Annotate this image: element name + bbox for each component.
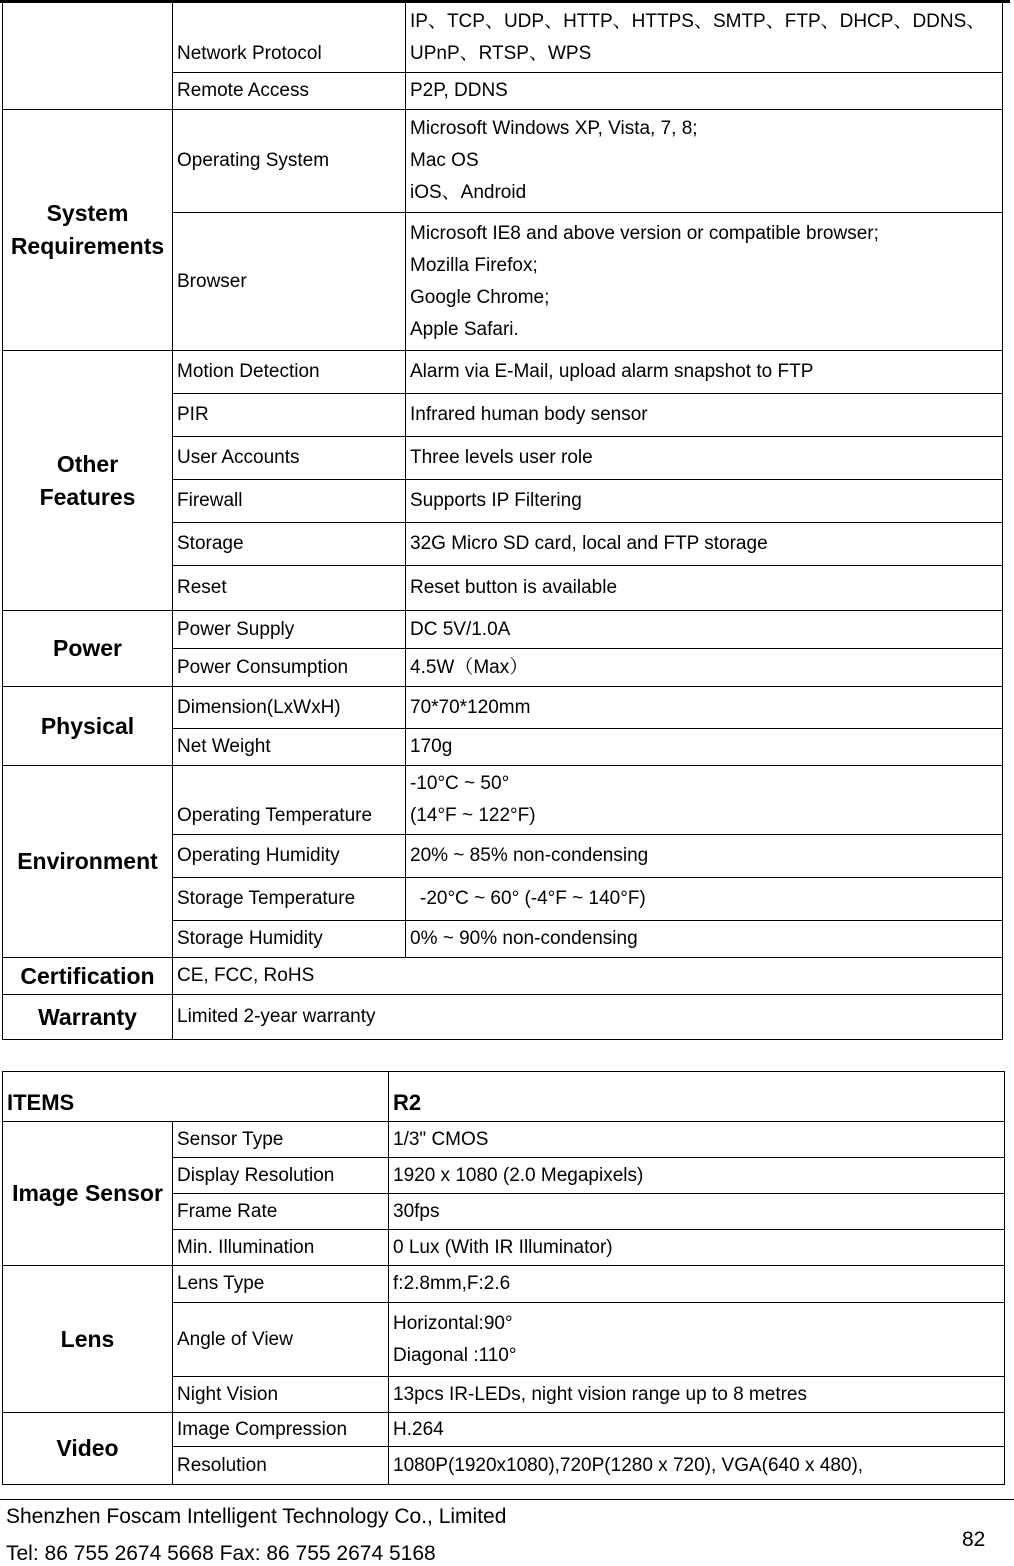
- spec-value: Alarm via E-Mail, upload alarm snapshot to FTP: [406, 351, 1003, 394]
- category-warranty: Warranty: [3, 995, 173, 1040]
- spec-label: Dimension(LxWxH): [173, 687, 406, 729]
- spec-value: Supports IP Filtering: [406, 480, 1003, 523]
- table-row: [3, 611, 1003, 649]
- spec-value: 70*70*120mm: [406, 687, 1003, 729]
- spec-label: Power Consumption: [173, 649, 406, 687]
- spec-value-line: Diagonal :110°: [393, 1344, 517, 1366]
- table-row: [3, 351, 1003, 394]
- table-header-row: [3, 1072, 1005, 1122]
- spec-value: Limited 2-year warranty: [173, 995, 1003, 1040]
- spec-value: 0% ~ 90% non-condensing: [406, 921, 1003, 958]
- spec-label: Operating System: [173, 110, 406, 213]
- spec-label: Storage: [173, 523, 406, 566]
- spec-value-line: iOS、Android: [410, 182, 527, 203]
- category-video: Video: [3, 1413, 173, 1485]
- spec-value-line: (14°F ~ 122°F): [410, 805, 536, 826]
- category-cell-network: [3, 3, 173, 110]
- spec-value: 170g: [406, 729, 1003, 766]
- category-line: Features: [39, 483, 136, 510]
- spec-value: [406, 110, 1003, 213]
- spec-value: 1/3" CMOS: [389, 1122, 1005, 1158]
- category-environment: Environment: [3, 766, 173, 958]
- spec-table-2: [2, 1071, 1005, 1485]
- spec-label: Resolution: [173, 1447, 389, 1485]
- spec-value-line: Microsoft Windows XP, Vista, 7, 8;: [410, 118, 698, 139]
- spec-value-line: -10°C ~ 50°: [410, 773, 510, 794]
- spec-value-line: Horizontal:90°: [393, 1312, 513, 1334]
- spec-label: Operating Humidity: [173, 835, 406, 878]
- spec-value: f:2.8mm,F:2.6: [389, 1266, 1005, 1303]
- spec-value: 4.5W（Max）: [406, 649, 1003, 687]
- footer-company: Shenzhen Foscam Intelligent Technology Co., Limited: [6, 1505, 507, 1528]
- table-row: [3, 995, 1003, 1040]
- spec-value: Infrared human body sensor: [406, 394, 1003, 437]
- spec-value: 32G Micro SD card, local and FTP storage: [406, 523, 1003, 566]
- spec-label: Angle of View: [173, 1303, 389, 1377]
- category-certification: Certification: [3, 958, 173, 995]
- spec-value-line: Mozilla Firefox;: [410, 254, 538, 276]
- category-other-features: [3, 351, 173, 611]
- spec-label: Firewall: [173, 480, 406, 523]
- spec-label: PIR: [173, 394, 406, 437]
- category-lens: Lens: [3, 1266, 173, 1413]
- category-line: Requirements: [10, 233, 165, 259]
- spec-value: Reset button is available: [406, 566, 1003, 611]
- spec-label: Display Resolution: [173, 1158, 389, 1194]
- category-image-sensor: Image Sensor: [3, 1122, 173, 1266]
- footer-contact: Tel: 86 755 2674 5668 Fax: 86 755 2674 5168: [6, 1542, 436, 1565]
- spec-value: DC 5V/1.0A: [406, 611, 1003, 649]
- spec-value-line: Apple Safari.: [410, 318, 519, 340]
- spec-value: 0 Lux (With IR Illuminator): [389, 1230, 1005, 1266]
- spec-label: User Accounts: [173, 437, 406, 480]
- spec-label: Browser: [173, 213, 406, 351]
- spec-value-line: Mac OS: [410, 150, 479, 171]
- category-line: Other: [56, 450, 119, 477]
- spec-value: H.264: [389, 1413, 1005, 1447]
- spec-label: Remote Access: [173, 73, 406, 110]
- table-row: [3, 1122, 1005, 1158]
- spec-value: CE, FCC, RoHS: [173, 958, 1003, 995]
- spec-value-line: IP、TCP、UDP、HTTP、HTTPS、SMTP、FTP、DHCP、DDNS、: [410, 10, 986, 32]
- spec-label: Network Protocol: [173, 3, 406, 73]
- spec-label: Sensor Type: [173, 1122, 389, 1158]
- table-row: [3, 687, 1003, 729]
- spec-table-1: [2, 2, 1003, 1040]
- spec-value: 20% ~ 85% non-condensing: [406, 835, 1003, 878]
- spec-value: Three levels user role: [406, 437, 1003, 480]
- spec-value: 30fps: [389, 1194, 1005, 1230]
- table-row: [3, 3, 1003, 73]
- spec-label: Frame Rate: [173, 1194, 389, 1230]
- spec-label: Reset: [173, 566, 406, 611]
- category-physical: Physical: [3, 687, 173, 766]
- spec-label: Image Compression: [173, 1413, 389, 1447]
- spec-value: [406, 766, 1003, 835]
- spec-value: 1920 x 1080 (2.0 Megapixels): [389, 1158, 1005, 1194]
- spec-label: Motion Detection: [173, 351, 406, 394]
- spec-label: Storage Temperature: [173, 878, 406, 921]
- spec-label: Net Weight: [173, 729, 406, 766]
- spec-label: Night Vision: [173, 1377, 389, 1413]
- header-items: ITEMS: [3, 1072, 389, 1122]
- table-row: [3, 766, 1003, 835]
- spec-label: Operating Temperature: [173, 766, 406, 835]
- table-row: [3, 1266, 1005, 1303]
- table-row: [3, 110, 1003, 213]
- category-line: System: [46, 200, 129, 226]
- spec-value-line: Google Chrome;: [410, 286, 550, 308]
- spec-value-line: UPnP、RTSP、WPS: [410, 42, 592, 64]
- spec-value: 13pcs IR-LEDs, night vision range up to 8 metres: [389, 1377, 1005, 1413]
- spec-value: [406, 213, 1003, 351]
- spec-value-line: Microsoft IE8 and above version or compatible browser;: [410, 222, 879, 244]
- category-power: Power: [3, 611, 173, 687]
- spec-label: Storage Humidity: [173, 921, 406, 958]
- header-model: R2: [389, 1072, 1005, 1122]
- spec-value: 1080P(1920x1080),720P(1280 x 720), VGA(640 x 480),: [389, 1447, 1005, 1485]
- footer-divider: [0, 1499, 1014, 1500]
- spec-label: Power Supply: [173, 611, 406, 649]
- table-row: [3, 958, 1003, 995]
- spec-value: [389, 1303, 1005, 1377]
- page-number: 82: [962, 1528, 986, 1551]
- spec-label: Lens Type: [173, 1266, 389, 1303]
- spec-value: [406, 3, 1003, 73]
- spec-label: Min. Illumination: [173, 1230, 389, 1266]
- category-system-requirements: [3, 110, 173, 351]
- spec-value: -20°C ~ 60° (-4°F ~ 140°F): [406, 878, 1003, 921]
- table-row: [3, 1413, 1005, 1447]
- spec-value: P2P, DDNS: [406, 73, 1003, 110]
